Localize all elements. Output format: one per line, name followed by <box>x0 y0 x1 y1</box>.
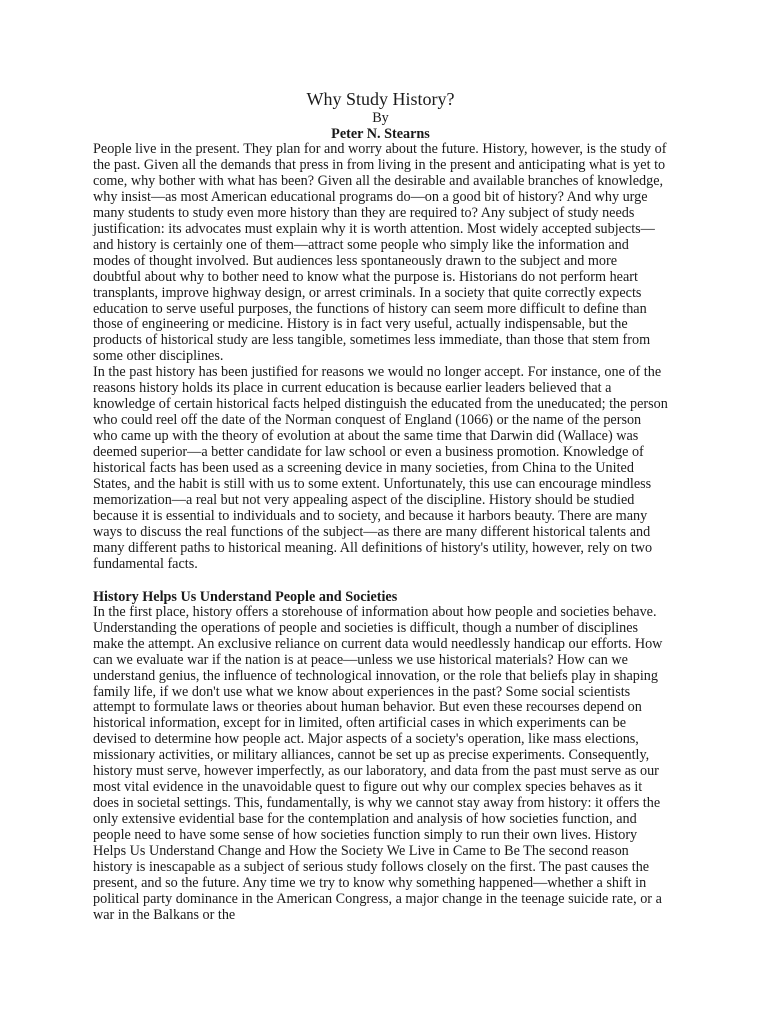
paragraph-spacer <box>93 573 668 589</box>
section-paragraph: In the first place, history offers a storehouse of information about how people and societies behave. Understanding the operations of people and societies is difficult, though a number of disciplines make the attempt. An exclusive reliance on current data would needlessly handicap our efforts. How can we evaluate war if the nation is at peace—unless we use historical materials? How can we understand genius, the influence of technological innovation, or the role that beliefs play in shaping family life, if we don't use what we know about experiences in the past? Some social scientists attempt to formulate laws or theories about human behavior. But even these recourses depend on historical information, except for in limited, often artificial cases in which experiments can be devised to determine how people act. Major aspects of a society's operation, like mass elections, missionary activities, or military alliances, cannot be set up as precise experiments. Consequently, history must serve, however imperfectly, as our laboratory, and data from the past must serve as our most vital evidence in the unavoidable quest to figure out why our complex species behaves as it does in societal settings. This, fundamentally, is why we cannot stay away from history: it offers the only extensive evidential base for the contemplation and analysis of how societies function, and people need to have some sense of how societies function simply to run their own lives. History Helps Us Understand Change and How the Society We Live in Came to Be The second reason history is inescapable as a subject of serious study follows closely on the first. The past causes the present, and so the future. Any time we try to know why something happened—whether a shift in political party dominance in the American Congress, a major change in the teenage suicide rate, or a war in the Balkans or the <box>93 603 663 923</box>
document-title: Why Study History? <box>306 89 455 109</box>
section-heading: History Helps Us Understand People and Societies <box>93 588 398 605</box>
byline: By <box>372 110 389 126</box>
body-paragraph-1: People live in the present. They plan for and worry about the future. History, however, is the study of the past. Given all the demands that press in from living in the present and anticipating what is yet to come, why bother with what has been? Given all the desirable and available branches of knowledge, why insist—as most American educational programs do—on a good bit of history? And why urge many students to study even more history than they are required to? Any subject of study needs justification: its advocates must explain why it is worth attention. Most widely accepted subjects—and history is certainly one of them—attract some people who simply like the information and modes of thought involved. But audiences less spontaneously drawn to the subject and more doubtful about why to bother need to know what the purpose is. Historians do not perform heart transplants, improve highway design, or arrest criminals. In a society that quite correctly expects education to serve useful purposes, the functions of history can seem more difficult to define than those of engineering or medicine. History is in fact very useful, actually indispensable, but the products of historical study are less tangible, sometimes less immediate, than those that stem from some other disciplines. <box>93 141 667 365</box>
body-paragraph-2: In the past history has been justified for reasons we would no longer accept. For instance, one of the reasons history holds its place in current education is because earlier leaders believed that a knowledge of certain historical facts helped distinguish the educated from the uneducated; the person who could reel off the date of the Norman conquest of England (1066) or the name of the person who came up with the theory of evolution at about the same time that Darwin did (Wallace) was deemed superior—a better candidate for law school or even a business promotion. Knowledge of historical facts has been used as a screening device in many societies, from China to the United States, and the habit is still with us to some extent. Unfortunately, this use can encourage mindless memorization—a real but not very appealing aspect of the discipline. History should be studied because it is essential to individuals and to society, and because it harbors beauty. There are many ways to discuss the real functions of the subject—as there are many different historical talents and many different paths to historical meaning. All definitions of history's utility, however, rely on two fundamental facts. <box>93 364 668 572</box>
author-name: Peter N. Stearns <box>331 126 430 142</box>
